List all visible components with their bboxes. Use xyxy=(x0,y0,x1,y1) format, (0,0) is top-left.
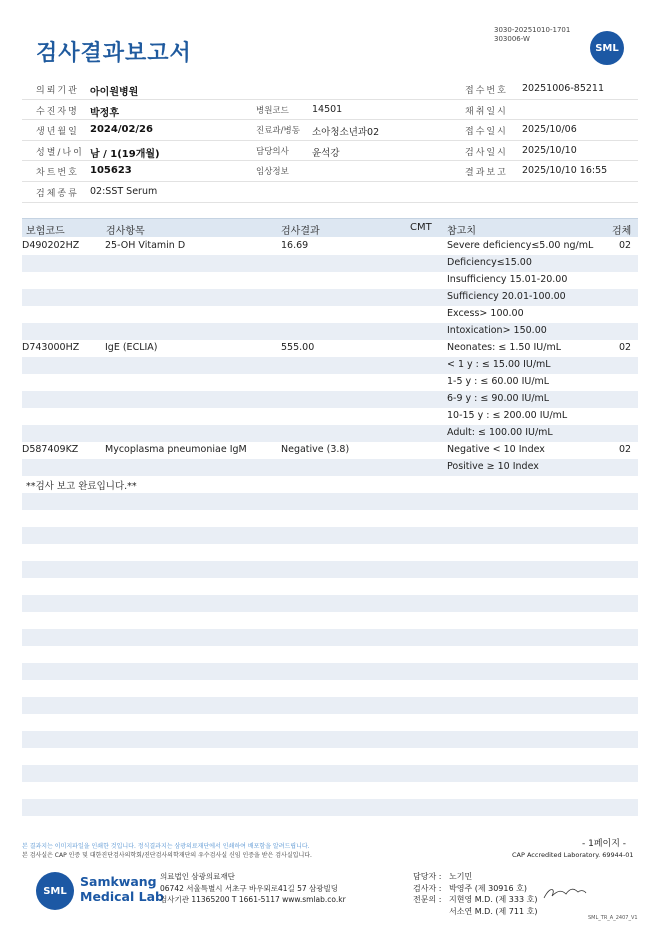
report-title: 검사결과보고서 xyxy=(36,41,192,66)
results-table-header xyxy=(22,218,638,237)
info-row xyxy=(22,182,638,203)
tester-label: 검사자 : xyxy=(413,883,442,893)
lab-name-line-1: Samkwang xyxy=(80,874,157,889)
col-cmt-header: CMT xyxy=(410,222,432,233)
ref-cell: Severe deficiency≤5.00 ng/mL xyxy=(447,240,594,251)
specialist-2: 서소연 M.D. (제 711 호) xyxy=(449,906,538,916)
info-value: 윤석강 xyxy=(312,147,340,159)
info-value: 2025/10/10 16:55 xyxy=(522,165,608,177)
document-id xyxy=(494,26,570,44)
lab-name xyxy=(80,874,164,904)
info-label: 생년월일 xyxy=(36,127,79,138)
ref-cell: Sufficiency 20.01-100.00 xyxy=(447,291,566,302)
row-stripe xyxy=(22,731,638,748)
item-cell: IgE (ECLIA) xyxy=(105,342,158,353)
manager-name: 노기민 xyxy=(449,872,473,881)
info-label: 접수일시 xyxy=(465,127,508,138)
info-label: 차트번호 xyxy=(36,168,79,179)
ref-cell: Adult: ≤ 100.00 IU/mL xyxy=(447,427,553,438)
completion-note: **검사 보고 완료입니다.** xyxy=(26,481,137,492)
item-cell: Mycoplasma pneumoniae IgM xyxy=(105,444,247,455)
info-value: 14501 xyxy=(312,103,343,115)
specimen-cell: 02 xyxy=(619,342,632,353)
addr-line-1: 의료법인 삼광의료재단 xyxy=(160,872,235,881)
info-label: 성별/나이 xyxy=(36,147,84,158)
info-label: 검체종류 xyxy=(36,188,79,199)
specialist-1: 지현영 M.D. (제 333 호) xyxy=(449,895,538,904)
ref-cell: Negative < 10 Index xyxy=(447,444,545,455)
ref-cell: 6-9 y : ≤ 90.00 IU/mL xyxy=(447,393,550,404)
row-stripe xyxy=(22,561,638,578)
col-item-header: 검사항목 xyxy=(106,226,145,237)
code-cell: D743000HZ xyxy=(22,342,80,353)
info-value: 20251006-85211 xyxy=(522,83,605,94)
notice-image-copy: 본 결과지는 이미지파일을 인쇄한 것입니다. 정식결과지는 삼광의료재단에서 인쇄하여 배포함을 알려드립니다. xyxy=(22,843,310,850)
ref-cell: < 1 y : ≤ 15.00 IU/mL xyxy=(447,359,551,370)
lab-name-line-2: Medical Lab xyxy=(80,889,164,904)
tester-name: 박영주 (제 30916 호) xyxy=(449,883,527,893)
info-row xyxy=(22,79,638,100)
col-specimen-header: 검체 xyxy=(612,226,632,237)
code-cell: D587409KZ xyxy=(22,444,79,455)
ref-cell: Insufficiency 15.01-20.00 xyxy=(447,274,568,285)
ref-cell: Deficiency≤15.00 xyxy=(447,257,532,268)
specimen-cell: 02 xyxy=(619,444,632,455)
info-label: 수진자명 xyxy=(36,106,79,117)
info-value: 2025/10/10 xyxy=(522,144,577,156)
ref-cell: 10-15 y : ≤ 200.00 IU/mL xyxy=(447,410,568,421)
row-stripe xyxy=(22,765,638,782)
row-stripe xyxy=(22,799,638,816)
ref-cell: Positive ≥ 10 Index xyxy=(447,461,539,472)
doc-id-line-2: 303006-W xyxy=(494,35,530,43)
info-label: 접수번호 xyxy=(465,86,508,96)
cap-accreditation: CAP Accredited Laboratory. 69944-01 xyxy=(512,851,634,859)
info-value: 소아청소년과02 xyxy=(312,127,380,139)
info-value: 2024/02/26 xyxy=(90,124,153,136)
row-stripe xyxy=(22,527,638,544)
sml-logo-icon: SML xyxy=(590,31,624,65)
row-stripe xyxy=(22,493,638,510)
ref-cell: Excess> 100.00 xyxy=(447,308,524,319)
lab-logo-icon: SML xyxy=(36,872,74,910)
doc-id-line-1: 3030-20251010-1701 xyxy=(494,26,571,34)
info-row xyxy=(22,100,638,121)
ref-cell: Intoxication> 150.00 xyxy=(447,325,547,336)
ref-cell: Neonates: ≤ 1.50 IU/mL xyxy=(447,342,561,353)
info-label: 채취일시 xyxy=(465,106,508,117)
patient-info-block xyxy=(22,79,638,203)
info-row xyxy=(22,161,638,182)
info-label: 병원코드 xyxy=(256,105,289,116)
info-value: 105623 xyxy=(90,165,132,177)
manager-label: 담당자 : xyxy=(413,872,442,881)
addr-line-3: 검사기관 11365200 T 1661-5117 www.smlab.co.kr xyxy=(160,895,346,904)
row-stripe xyxy=(22,595,638,612)
info-label: 결과보고 xyxy=(465,168,508,179)
col-ref-header: 참고치 xyxy=(447,226,476,237)
staff-info xyxy=(413,871,537,917)
item-cell: 25-OH Vitamin D xyxy=(105,240,186,251)
signature-image xyxy=(540,884,590,908)
info-value: 2025/10/06 xyxy=(522,124,577,136)
info-row xyxy=(22,120,638,141)
lab-address xyxy=(160,871,346,906)
notice-accreditation: 본 검사실은 CAP 인증 및 대한진단검사의학회/진단검사의학재단의 우수검사실 신임 인증을 받은 검사실입니다. xyxy=(22,852,312,859)
row-stripe xyxy=(22,459,638,476)
form-code: SML_TR_A_2407_V1 xyxy=(588,915,638,921)
info-label: 의뢰기관 xyxy=(36,86,79,96)
addr-line-2: 06742 서울특별시 서초구 바우뫼로41길 57 삼광빌딩 xyxy=(160,883,339,893)
row-stripe xyxy=(22,629,638,646)
row-stripe xyxy=(22,697,638,714)
col-result-header: 검사결과 xyxy=(281,226,320,237)
info-label: 임상정보 xyxy=(256,167,289,178)
info-label: 검사일시 xyxy=(465,147,508,158)
ref-cell: 1-5 y : ≤ 60.00 IU/mL xyxy=(447,376,550,387)
info-label: 담당의사 xyxy=(256,146,289,157)
specimen-cell: 02 xyxy=(619,240,632,251)
info-value: 02:SST Serum xyxy=(90,185,158,197)
row-stripe xyxy=(22,663,638,680)
specialist-label: 전문의 : xyxy=(413,895,442,904)
page-number: - 1페이지 - xyxy=(582,839,627,849)
row-stripe xyxy=(22,255,638,272)
result-cell: Negative (3.8) xyxy=(281,444,350,455)
info-value: 박정후 xyxy=(90,107,119,119)
info-row xyxy=(22,141,638,162)
info-value: 아이원병원 xyxy=(90,87,139,98)
result-cell: 16.69 xyxy=(281,240,309,251)
info-label: 진료과/병동 xyxy=(256,126,300,137)
col-code-header: 보험코드 xyxy=(26,226,65,237)
result-cell: 555.00 xyxy=(281,342,315,353)
signature-stroke-icon xyxy=(540,884,590,906)
code-cell: D490202HZ xyxy=(22,240,80,251)
info-value: 남 / 1(19개월) xyxy=(90,148,160,160)
